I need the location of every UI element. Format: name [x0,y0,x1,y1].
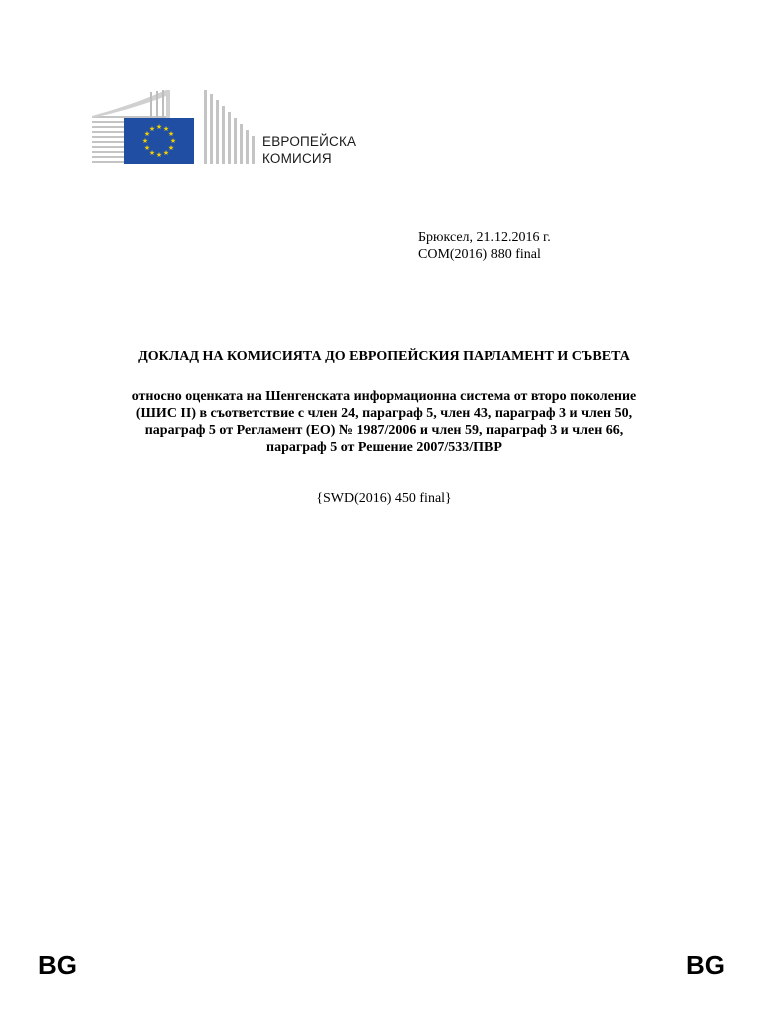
svg-text:★: ★ [148,125,156,133]
place-date: Брюксел, 21.12.2016 г. [418,230,551,245]
organization-name [262,133,356,167]
organization-name-line1: ЕВРОПЕЙСКА [262,134,357,149]
staff-working-document-reference: {SWD(2016) 450 final} [316,491,452,506]
svg-text:★: ★ [155,151,163,159]
svg-text:★: ★ [141,137,149,145]
language-code-left: BG [38,950,77,980]
subtitle-line: относно оценката на Шенгенската информационна система от второ поколение [131,389,637,404]
svg-text:★: ★ [167,144,175,152]
document-number: COM(2016) 880 final [418,247,541,262]
svg-text:★: ★ [155,123,163,131]
document-subtitle [0,388,768,456]
svg-text:★: ★ [143,144,151,152]
svg-text:★: ★ [169,137,177,145]
european-commission-logo [90,88,380,170]
document-meta [418,229,551,263]
svg-text:★: ★ [162,149,170,157]
svg-text:★: ★ [143,130,151,138]
subtitle-line: параграф 5 от Регламент (ЕО) № 1987/2006 и член 59, параграф 3 и член 66, [144,423,624,438]
svg-text:★: ★ [148,149,156,157]
svg-text:★: ★ [167,130,175,138]
language-code-right: BG [686,950,725,980]
svg-text:★: ★ [162,125,170,133]
berlaymont-building-icon [90,88,260,170]
subtitle-line: параграф 5 от Решение 2007/533/ПВР [266,440,502,455]
organization-name-line2: КОМИСИЯ [262,151,332,166]
document-title: ДОКЛАД НА КОМИСИЯТА ДО ЕВРОПЕЙСКИЯ ПАРЛАМЕНТ И СЪВЕТА [138,349,630,364]
subtitle-line: (ШИС II) в съответствие с член 24, параграф 5, член 43, параграф 3 и член 50, [135,406,633,421]
